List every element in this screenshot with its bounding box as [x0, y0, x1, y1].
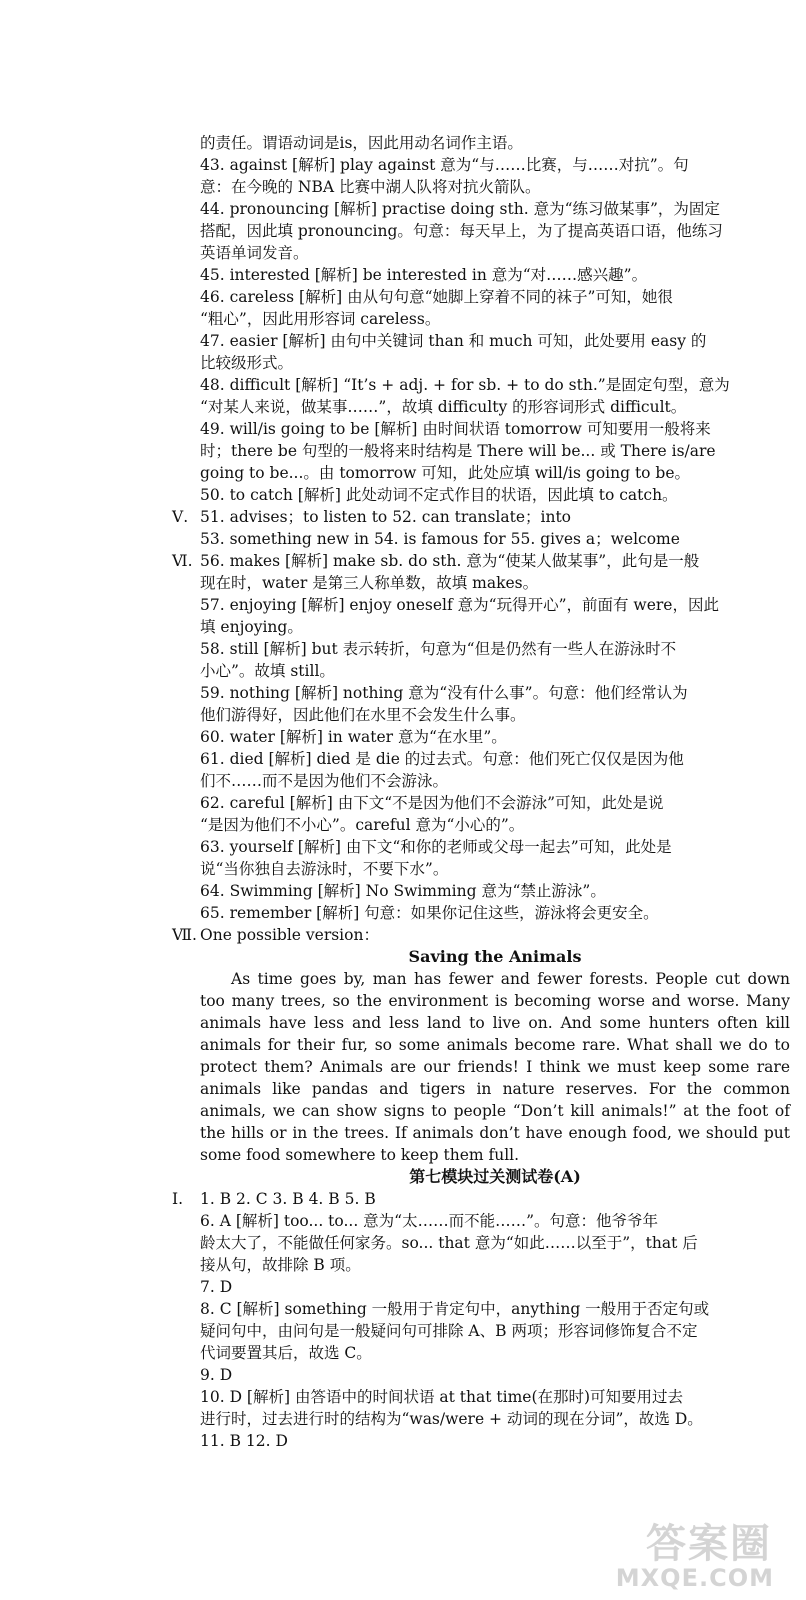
answer-line: 7. D — [200, 1278, 233, 1296]
answer-line: 比较级形式。 — [200, 354, 294, 372]
answer-line: 意：在今晚的 NBA 比赛中湖人队将对抗火箭队。 — [200, 178, 541, 196]
answer-line: 9. D — [200, 1366, 233, 1384]
section-number: Ⅴ. — [172, 508, 189, 526]
watermark-text: 答案圈 — [646, 1521, 772, 1567]
answer-line: 11. B 12. D — [200, 1432, 288, 1450]
answer-line: 代词要置其后，故选 C。 — [200, 1344, 372, 1362]
answer-line: 6. A [解析] too... to... 意为“太……而不能……”。句意：他爷爷年 — [200, 1212, 659, 1230]
answer-line: 56. makes [解析] make sb. do sth. 意为“使某人做某事”，此句是一般 — [200, 552, 700, 570]
answer-line: “是因为他们不小心”。careful 意为“小心的”。 — [200, 816, 525, 834]
answer-line: 填 enjoying。 — [200, 618, 303, 636]
answer-line: 搭配，因此填 pronouncing。句意：每天早上，为了提高英语口语，他练习 — [200, 222, 723, 240]
answer-line: 进行时，过去进行时的结构为“was/were + 动词的现在分词”，故选 D。 — [200, 1410, 703, 1428]
watermark-url: MXQE.COM — [615, 1564, 774, 1592]
answer-line: “粗心”，因此用形容词 careless。 — [200, 310, 441, 328]
answer-line: 接从句，故排除 B 项。 — [200, 1256, 361, 1274]
answer-line: 63. yourself [解析] 由下文“和你的老师或父母一起去”可知，此处是 — [200, 838, 672, 856]
answer-line: 的责任。谓语动词是is，因此用动名词作主语。 — [200, 134, 523, 152]
section-number: Ⅰ. — [172, 1190, 184, 1208]
answer-line: 们不……而不是因为他们不会游泳。 — [200, 772, 449, 790]
answer-line: 说“当你独自去游泳时，不要下水”。 — [200, 860, 449, 878]
answer-line: 43. against [解析] play against 意为“与……比赛，与……对抗”。句 — [200, 156, 689, 174]
answer-line: 龄太大了，不能做任何家务。so... that 意为“如此……以至于”，that 后 — [200, 1234, 698, 1252]
answer-line: 53. something new in 54. is famous for 55. gives a；welcome — [200, 530, 680, 548]
answer-line: 1. B 2. C 3. B 4. B 5. B — [200, 1190, 376, 1208]
answer-line: 49. will/is going to be [解析] 由时间状语 tomorrow 可知要用一般将来 — [200, 420, 711, 438]
answer-line: 小心”。故填 still。 — [200, 662, 335, 680]
essay-title: Saving the Animals — [408, 947, 582, 966]
answer-line: 58. still [解析] but 表示转折，句意为“但是仍然有一些人在游泳时不 — [200, 640, 677, 658]
answer-line: 他们游得好，因此他们在水里不会发生什么事。 — [200, 706, 526, 724]
section-number: Ⅵ. — [172, 552, 193, 570]
answer-line: 57. enjoying [解析] enjoy oneself 意为“玩得开心”，前面有 were，因此 — [200, 596, 719, 614]
answer-line: 62. careful [解析] 由下文“不是因为他们不会游泳”可知，此处是说 — [200, 794, 664, 812]
answer-line: 45. interested [解析] be interested in 意为“对……感兴趣”。 — [200, 266, 648, 284]
answer-line: 60. water [解析] in water 意为“在水里”。 — [200, 728, 507, 746]
answer-line: 65. remember [解析] 句意：如果你记住这些，游泳将会更安全。 — [200, 904, 659, 922]
answer-line: 现在时，water 是第三人称单数，故填 makes。 — [200, 574, 539, 592]
answer-line: 48. difficult [解析] “It’s + adj. + for sb. + to do sth.”是固定句型，意为 — [200, 376, 730, 394]
section-number: Ⅶ. — [172, 926, 197, 944]
answer-line: 59. nothing [解析] nothing 意为“没有什么事”。句意：他们经常认为 — [200, 684, 688, 702]
answer-line: 英语单词发音。 — [200, 244, 309, 262]
answer-line: 47. easier [解析] 由句中关键词 than 和 much 可知，此处要用 easy 的 — [200, 332, 707, 350]
answer-line: 51. advises；to listen to 52. can translate；into — [200, 508, 572, 526]
watermark-logo — [592, 1512, 782, 1592]
essay-body: As time goes by, man has fewer and fewer forests. People cut down too many trees, so the environment is becoming worse and worse. Many animals have less and less land to live on. And some hunters often kill animals for their fur, so some animals become rare. What shall we do to protect them? Animals are our friends! I think we must keep some rare animals like pandas and tigers in nature reserves. For the common animals, we can show signs to people “Don’t kill animals!” at the foot of the hills or in the trees. If animals don’t have enough food, we should put some food somewhere to keep them full. — [200, 970, 790, 1164]
answer-line: 时；there be 句型的一般将来时结构是 There will be... 或 There is/are — [200, 442, 716, 460]
answer-line: 61. died [解析] died 是 die 的过去式。句意：他们死亡仅仅是因为他 — [200, 750, 684, 768]
answer-line: 10. D [解析] 由答语中的时间状语 at that time(在那时)可知要用过去 — [200, 1388, 684, 1406]
answer-line: 46. careless [解析] 由从句句意“她脚上穿着不同的袜子”可知，她很 — [200, 288, 673, 306]
answer-line: “对某人来说，做某事……”，故填 difficulty 的形容词形式 difficult。 — [200, 398, 687, 416]
answer-line: 8. C [解析] something 一般用于肯定句中，anything 一般用于否定句或 — [200, 1300, 710, 1318]
answer-line: 疑问句中，由问句是一般疑问句可排除 A、B 两项；形容词修饰复合不定 — [200, 1322, 698, 1340]
test-title: 第七模块过关测试卷(A) — [409, 1167, 581, 1186]
answer-line: 44. pronouncing [解析] practise doing sth. 意为“练习做某事”，为固定 — [200, 200, 720, 218]
answer-line: going to be...。由 tomorrow 可知，此处应填 will/is going to be。 — [200, 464, 691, 482]
section-intro: One possible version： — [200, 926, 379, 944]
answer-line: 64. Swimming [解析] No Swimming 意为“禁止游泳”。 — [200, 882, 606, 900]
answer-line: 50. to catch [解析] 此处动词不定式作目的状语，因此填 to catch。 — [200, 486, 678, 504]
